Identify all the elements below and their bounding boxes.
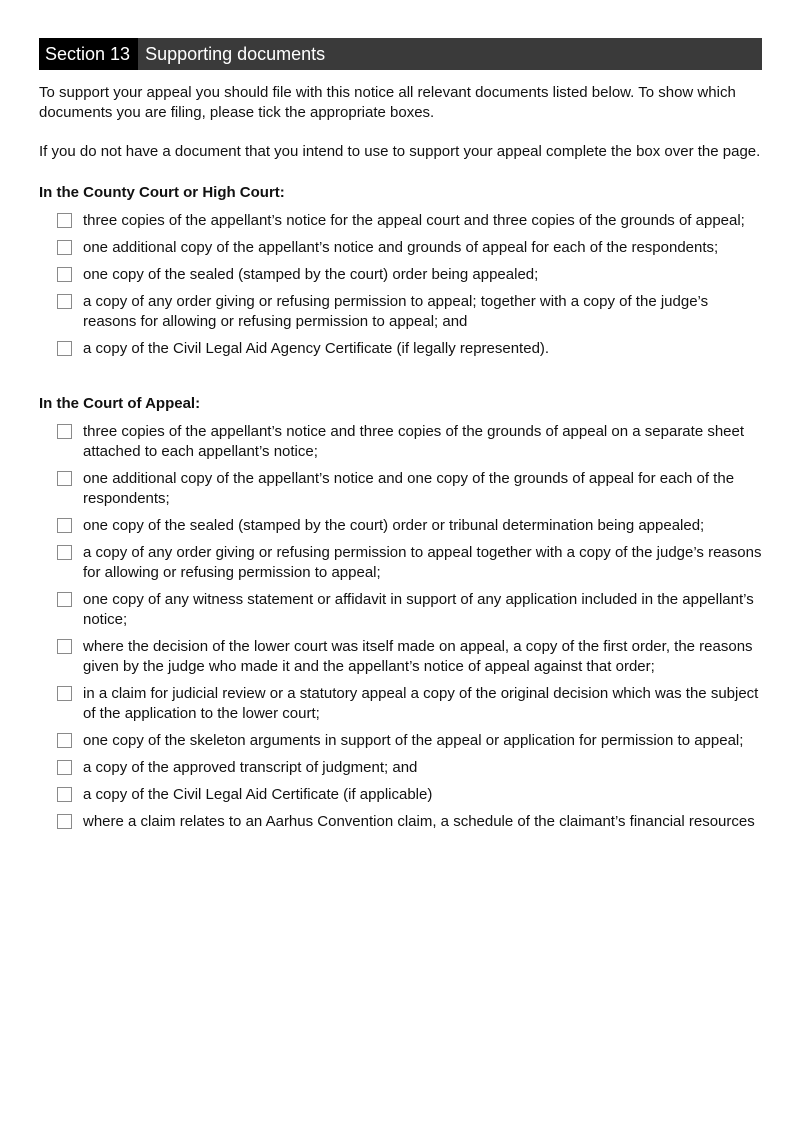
checkbox[interactable] xyxy=(57,760,72,775)
checklist-item xyxy=(39,339,762,359)
checklist-item xyxy=(39,812,762,832)
checklist-item-label: one copy of the sealed (stamped by the court) order being appealed; xyxy=(83,266,539,283)
checkbox[interactable] xyxy=(57,686,72,701)
checkbox[interactable] xyxy=(57,518,72,533)
county-court-checklist xyxy=(39,211,762,359)
checkbox[interactable] xyxy=(57,639,72,654)
checklist-item xyxy=(39,516,762,536)
checklist-item-label: three copies of the appellant’s notice for the appeal court and three copies of the grounds of appeal; xyxy=(83,212,745,229)
checklist-item xyxy=(39,731,762,751)
checklist-item xyxy=(39,590,762,630)
court-of-appeal-checklist xyxy=(39,422,762,832)
checkbox[interactable] xyxy=(57,424,72,439)
checklist-item xyxy=(39,265,762,285)
checklist-item xyxy=(39,211,762,231)
checklist-item-label: where the decision of the lower court was itself made on appeal, a copy of the first order, the reasons given by the judge who made it and the appellant’s notice of appeal against that order; xyxy=(83,638,753,675)
checkbox[interactable] xyxy=(57,787,72,802)
checklist-item xyxy=(39,758,762,778)
checklist-item-label: one additional copy of the appellant’s notice and grounds of appeal for each of the respondents; xyxy=(83,239,719,256)
checklist-item-label: one copy of the sealed (stamped by the court) order or tribunal determination being appealed; xyxy=(83,517,705,534)
intro-paragraph-2: If you do not have a document that you intend to use to support your appeal complete the box over the page. xyxy=(39,143,761,160)
checklist-item-label: where a claim relates to an Aarhus Convention claim, a schedule of the claimant’s financial resources xyxy=(83,813,755,830)
checkbox[interactable] xyxy=(57,294,72,309)
section-header xyxy=(39,38,762,70)
checkbox[interactable] xyxy=(57,545,72,560)
section-number: Section 13 xyxy=(39,38,138,70)
county-court-heading: In the County Court or High Court: xyxy=(39,184,285,201)
checklist-item xyxy=(39,785,762,805)
checklist-item-label: one copy of the skeleton arguments in support of the appeal or application for permission to appeal; xyxy=(83,732,744,749)
checkbox[interactable] xyxy=(57,267,72,282)
checklist-item xyxy=(39,292,762,332)
checklist-item-label: a copy of any order giving or refusing permission to appeal; together with a copy of the judge’s reasons for allowing or refusing permission to appeal; and xyxy=(83,293,709,330)
checklist-item xyxy=(39,684,762,724)
checklist-item xyxy=(39,469,762,509)
form-page xyxy=(39,38,762,839)
section-title: Supporting documents xyxy=(145,44,326,64)
checklist-item-label: one additional copy of the appellant’s notice and one copy of the grounds of appeal for each of the respondents; xyxy=(83,470,735,507)
checklist-item xyxy=(39,637,762,677)
checklist-item-label: one copy of any witness statement or affidavit in support of any application included in the appellant’s notice; xyxy=(83,591,754,628)
checklist-item-label: three copies of the appellant’s notice and three copies of the grounds of appeal on a separate sheet attached to each appellant’s notice; xyxy=(83,423,745,460)
checklist-item-label: a copy of the Civil Legal Aid Agency Certificate (if legally represented). xyxy=(83,340,550,357)
checklist-item xyxy=(39,543,762,583)
checklist-item-label: in a claim for judicial review or a statutory appeal a copy of the original decision which was the subject of the application to the lower court; xyxy=(83,685,759,722)
checkbox[interactable] xyxy=(57,733,72,748)
checkbox[interactable] xyxy=(57,213,72,228)
checklist-item xyxy=(39,422,762,462)
checkbox[interactable] xyxy=(57,341,72,356)
checkbox[interactable] xyxy=(57,240,72,255)
checklist-item-label: a copy of the Civil Legal Aid Certificate (if applicable) xyxy=(83,786,433,803)
checkbox[interactable] xyxy=(57,814,72,829)
checklist-item-label: a copy of the approved transcript of judgment; and xyxy=(83,759,418,776)
checkbox[interactable] xyxy=(57,471,72,486)
court-of-appeal-heading: In the Court of Appeal: xyxy=(39,395,201,412)
checklist-item-label: a copy of any order giving or refusing permission to appeal together with a copy of the judge’s reasons for allowing or refusing permission to appeal; xyxy=(83,544,762,581)
intro-paragraph-1: To support your appeal you should file with this notice all relevant documents listed below. To show which documents you are filing, please tick the appropriate boxes. xyxy=(39,84,736,121)
checkbox[interactable] xyxy=(57,592,72,607)
checklist-item xyxy=(39,238,762,258)
